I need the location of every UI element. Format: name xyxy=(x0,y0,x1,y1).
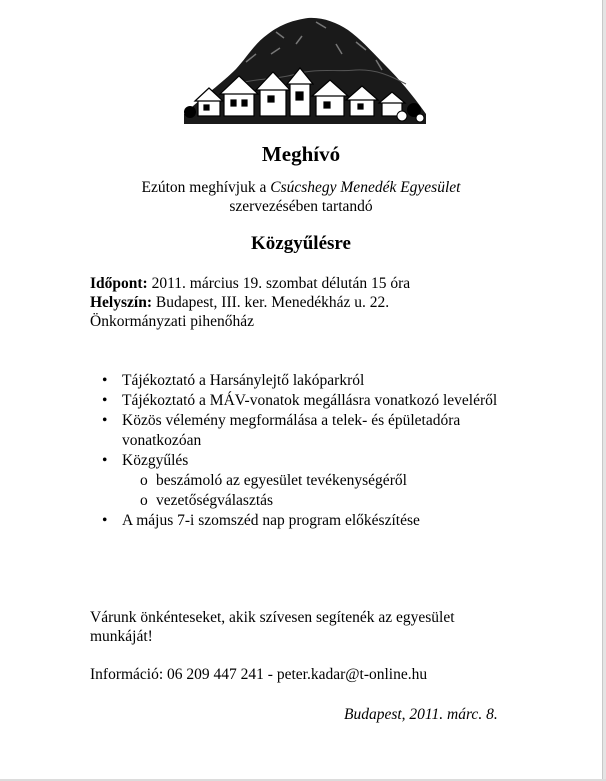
meeting-title: Közgyűlésre xyxy=(251,233,351,254)
agenda-item: • Közös vélemény megformálása a telek- és épületadóra vonatkozóan xyxy=(90,411,520,451)
agenda-item: • Tájékoztató a MÁV-vonatok megállásra vonatkozó leveléről xyxy=(90,391,520,411)
village-logo-icon xyxy=(176,14,432,126)
agenda-list xyxy=(90,371,520,531)
event-venue: Önkormányzati pihenőház xyxy=(90,313,254,330)
signature-date: Budapest, 2011. márc. 8. xyxy=(344,706,498,723)
agenda-item-label: Közgyűlés xyxy=(122,452,189,469)
intro-prefix: Ezúton meghívjuk a xyxy=(141,179,271,196)
event-place xyxy=(90,293,410,312)
agenda-item-general-meeting xyxy=(90,451,520,511)
intro-suffix: szervezésében tartandó xyxy=(229,198,373,215)
organization-name: Csúcshegy Menedék Egyesület xyxy=(270,179,461,196)
page-edge xyxy=(602,0,606,781)
agenda-subitem: o vezetőségválasztás xyxy=(122,491,520,511)
closing-text: Várunk önkénteseket, akik szívesen segítenék az egyesület munkáját! xyxy=(90,609,455,645)
event-time xyxy=(90,274,410,293)
place-value: Budapest, III. ker. Menedékház u. 22. xyxy=(152,294,390,311)
agenda-sublist xyxy=(122,471,520,511)
agenda-item: • A május 7-i szomszéd nap program előkészítése xyxy=(90,511,520,531)
intro-text xyxy=(0,178,602,216)
agenda-item: • Tájékoztató a Harsánylejtő lakóparkról xyxy=(90,371,520,391)
time-label: Időpont: xyxy=(90,275,148,292)
time-value: 2011. március 19. szombat délután 15 óra xyxy=(147,275,411,292)
place-label: Helyszín: xyxy=(90,294,152,311)
contact-info: Információ: 06 209 447 241 - peter.kadar@t-online.hu xyxy=(90,666,428,683)
agenda-subitem: o beszámoló az egyesület tevékenységéről xyxy=(122,471,520,491)
page-title: Meghívó xyxy=(261,142,341,166)
event-info xyxy=(90,274,410,331)
